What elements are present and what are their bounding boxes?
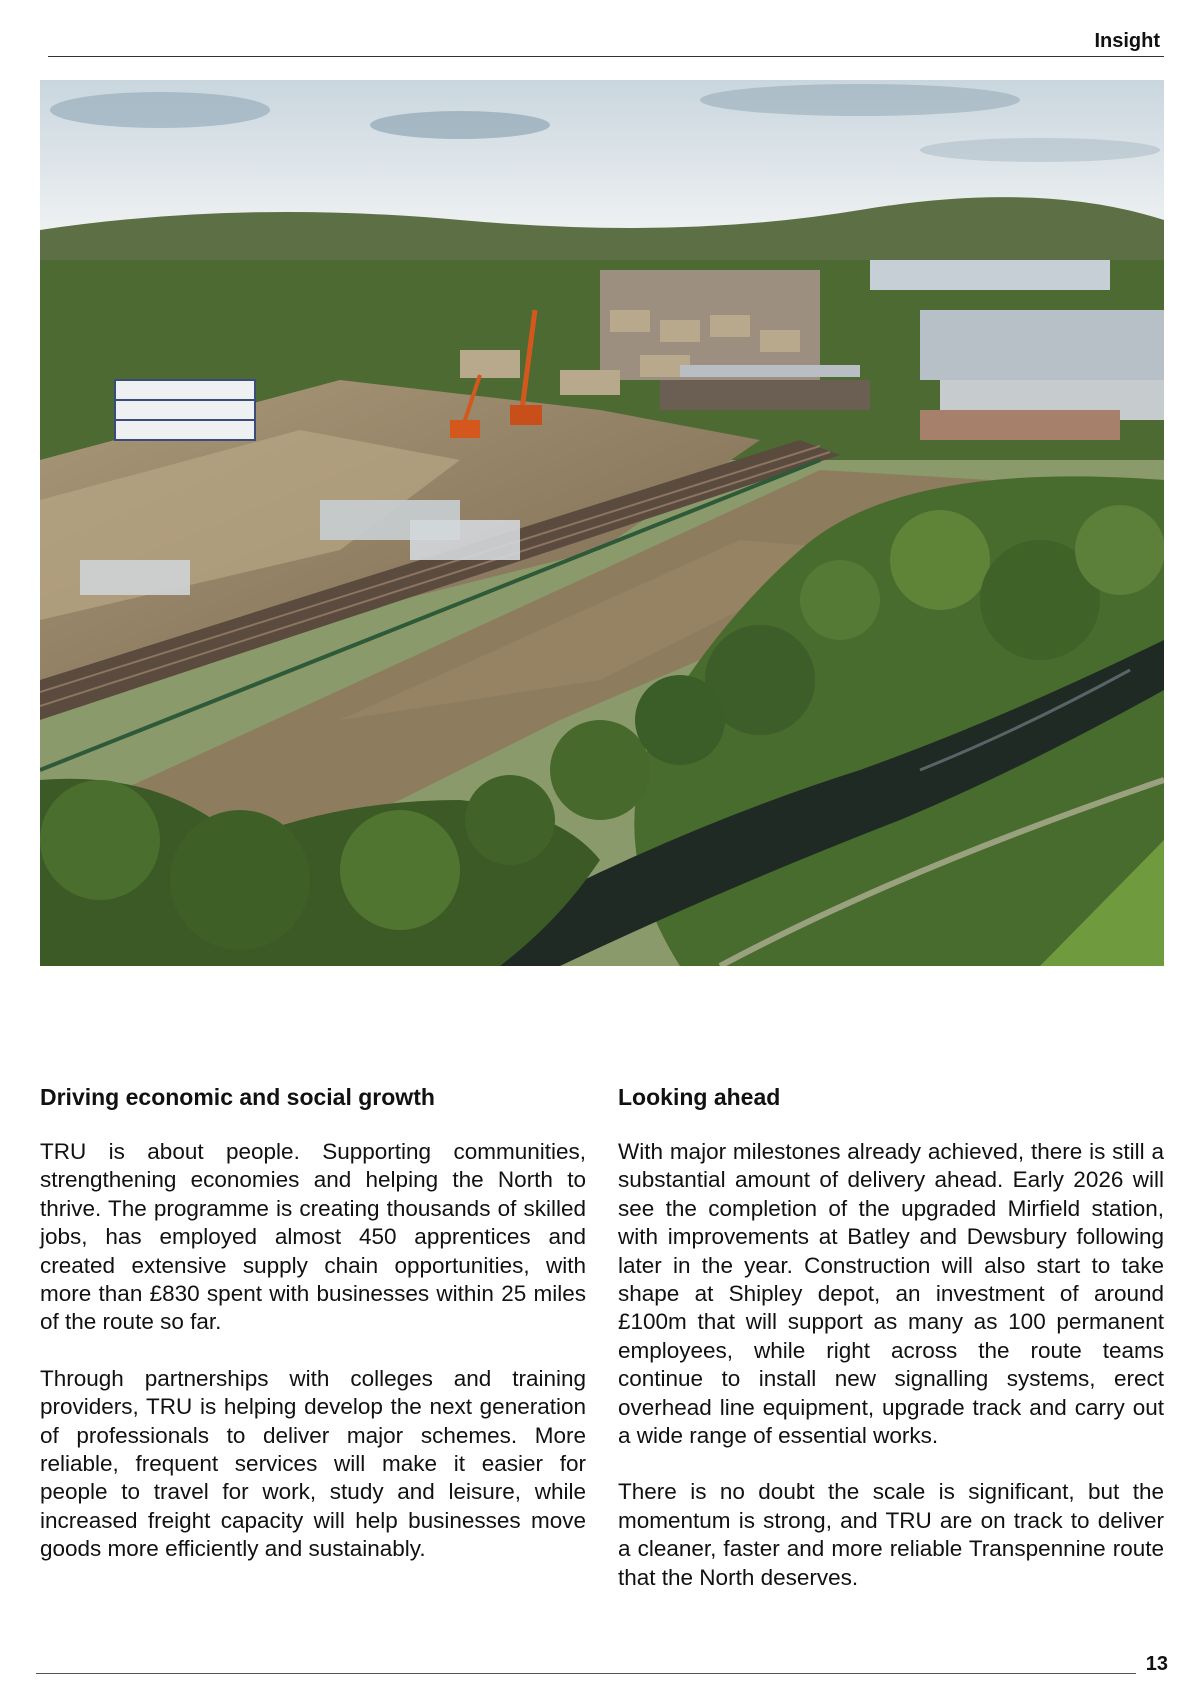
hero-photo xyxy=(40,80,1164,966)
left-paragraph-2: Through partnerships with colleges and training providers, TRU is helping develop the next generation of professionals to deliver major schemes. More reliable, frequent services will make it easier for people to travel for work, study and leisure, while increased freight capacity will help businesses move goods more efficiently and sustainably. xyxy=(40,1365,586,1562)
section-label: Insight xyxy=(1094,30,1160,52)
site-office xyxy=(115,380,255,440)
warehouse xyxy=(870,260,1110,290)
right-column xyxy=(618,1082,1164,1620)
right-paragraph-2: There is no doubt the scale is significant, but the momentum is strong, and TRU are on track to deliver a cleaner, faster and more reliable Transpennine route that the North deserves. xyxy=(618,1479,1164,1590)
left-paragraph-1: TRU is about people. Supporting communities, strengthening economies and helping the North to thrive. The programme is creating thousands of skilled jobs, has employed almost 450 apprentices and created extensive supply chain opportunities, with more than £830 spent with businesses within 25 miles of the route so far. xyxy=(40,1139,586,1335)
page-number: 13 xyxy=(1145,1653,1168,1675)
right-heading: Looking ahead xyxy=(618,1084,781,1110)
footer-rule xyxy=(36,1673,1136,1674)
left-column xyxy=(40,1082,586,1592)
header-rule xyxy=(48,56,1164,57)
aerial-construction-illustration xyxy=(40,80,1164,966)
right-paragraph-1: With major milestones already achieved, there is still a substantial amount of delivery ahead. Early 2026 will see the completion of the upgraded Mirfield station, with improvements at Batley and Dewsbury following later in the year. Construction will also start to take shape at Shipley depot, an investment of around £100m that will support as many as 100 permanent employees, while right across the route teams continue to install new signalling systems, erect overhead line equipment, upgrade track and carry out a wide range of essential works. xyxy=(618,1139,1164,1449)
left-heading: Driving economic and social growth xyxy=(40,1084,435,1110)
